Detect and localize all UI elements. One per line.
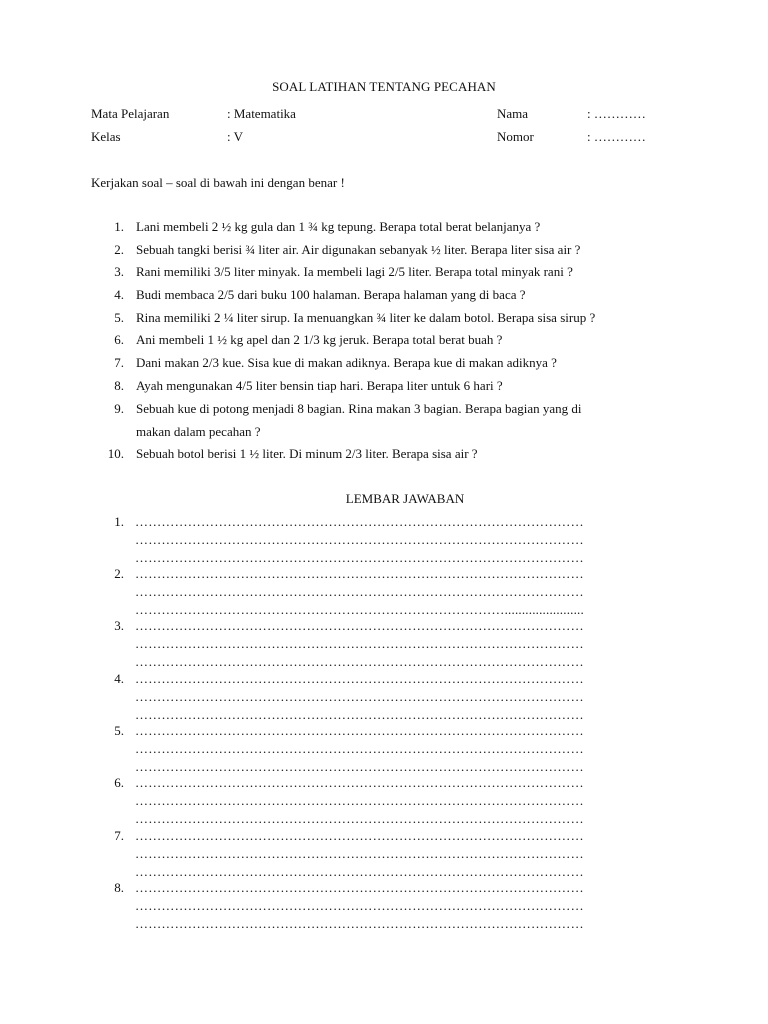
name-field: : ………… [587,106,646,121]
question-text: Ani membeli 1 ½ kg apel dan 2 1/3 kg jeruk. Berapa total berat buah ? [136,332,503,347]
question-item-continued [91,424,691,440]
subject-value: : Matematika [227,106,296,121]
question-number: 4. [114,287,124,302]
number-field: : ………… [587,129,646,144]
question-item [91,219,691,235]
question-number: 5. [114,310,124,325]
question-text: Sebuah tangki berisi ¾ liter air. Air digunakan sebanyak ½ liter. Berapa liter sisa air ? [136,242,581,257]
answer-line: ………………………………………………………………………………………… [135,723,584,738]
answer-number: 3. [114,618,124,633]
answer-line: ………………………………………………………………………………………… [135,618,584,633]
question-item [91,378,691,394]
answer-number: 7. [114,828,124,843]
class-value: : V [227,129,244,144]
answer-line: ………………………………………………………………………………………… [135,689,584,704]
answer-line: ………………………………………………………………………………………… [135,846,584,861]
answer-line: ………………………………………………………………………………………… [135,741,584,756]
question-text: Dani makan 2/3 kue. Sisa kue di makan adiknya. Berapa kue di makan adiknya ? [136,355,557,370]
question-text: Ayah mengunakan 4/5 liter bensin tiap hari. Berapa liter untuk 6 hari ? [136,378,503,393]
name-label: Nama [497,106,529,121]
answer-line: ………………………………………………………………………………………… [135,898,584,913]
number-label: Nomor [497,129,534,144]
answer-number: 8. [114,880,124,895]
answer-line: ………………………………………………………………………………………… [135,793,584,808]
answer-line: ………………………………………………………………………………………… [135,864,584,879]
question-number: 7. [114,355,124,370]
question-text: Budi membaca 2/5 dari buku 100 halaman. Berapa halaman yang di baca ? [136,287,526,302]
answer-line: ………………………………………………………………………………………… [135,775,584,790]
question-text: Sebuah botol berisi 1 ½ liter. Di minum 2/3 liter. Berapa sisa air ? [136,446,478,461]
answer-line: ………………………………………………………………………………………… [135,654,584,669]
answer-number: 4. [114,671,124,686]
answer-line: ………………………………………………………………………………………… [135,550,584,565]
answer-line: ………………………………………………………………………………………… [135,916,584,931]
class-label: Kelas [91,129,121,144]
question-number: 2. [114,242,124,257]
answer-line: ………………………………………………………………………………………… [135,759,584,774]
answer-number: 5. [114,723,124,738]
question-number: 6. [114,332,124,347]
question-number: 3. [114,264,124,279]
question-text: Sebuah kue di potong menjadi 8 bagian. Rina makan 3 bagian. Berapa bagian yang di [136,401,582,416]
question-number: 10. [107,446,124,461]
question-number: 1. [114,219,124,234]
question-text: Lani membeli 2 ½ kg gula dan 1 ¾ kg tepung. Berapa total berat belanjanya ? [136,219,541,234]
question-item [91,310,691,326]
question-item [91,332,691,348]
answer-line: ………………………………………………………………………………………… [135,671,584,686]
answer-line: ………………………………………………………………………………………… [135,514,584,529]
answer-line: ………………………………………………………………………………………… [135,828,584,843]
answer-line: ………………………………………………………………………………………… [135,880,584,895]
answer-sheet-title: LEMBAR JAWABAN [345,491,465,506]
answer-number: 2. [114,566,124,581]
question-item [91,355,691,371]
answer-line: ………………………………………………………………………………………… [135,584,584,599]
question-item [91,242,691,258]
question-item [91,264,691,280]
question-text: Rina memiliki 2 ¼ liter sirup. Ia menuangkan ¾ liter ke dalam botol. Berapa sisa sirup ? [136,310,596,325]
question-text: Rani memiliki 3/5 liter minyak. Ia membeli lagi 2/5 liter. Berapa total minyak rani ? [136,264,573,279]
question-number: 8. [114,378,124,393]
answer-line: …………………………………………………………………………....................... [135,602,584,617]
question-item [91,446,691,462]
question-item [91,401,691,417]
answer-line: ………………………………………………………………………………………… [135,636,584,651]
page-title: SOAL LATIHAN TENTANG PECAHAN [272,79,496,94]
instruction-text: Kerjakan soal – soal di bawah ini dengan benar ! [91,175,345,190]
answer-number: 1. [114,514,124,529]
question-number: 9. [114,401,124,416]
subject-label: Mata Pelajaran [91,106,170,121]
question-text: makan dalam pecahan ? [136,424,261,439]
answer-line: ………………………………………………………………………………………… [135,566,584,581]
answer-line: ………………………………………………………………………………………… [135,811,584,826]
answer-line: ………………………………………………………………………………………… [135,707,584,722]
answer-line: ………………………………………………………………………………………… [135,532,584,547]
answer-number: 6. [114,775,124,790]
question-item [91,287,691,303]
